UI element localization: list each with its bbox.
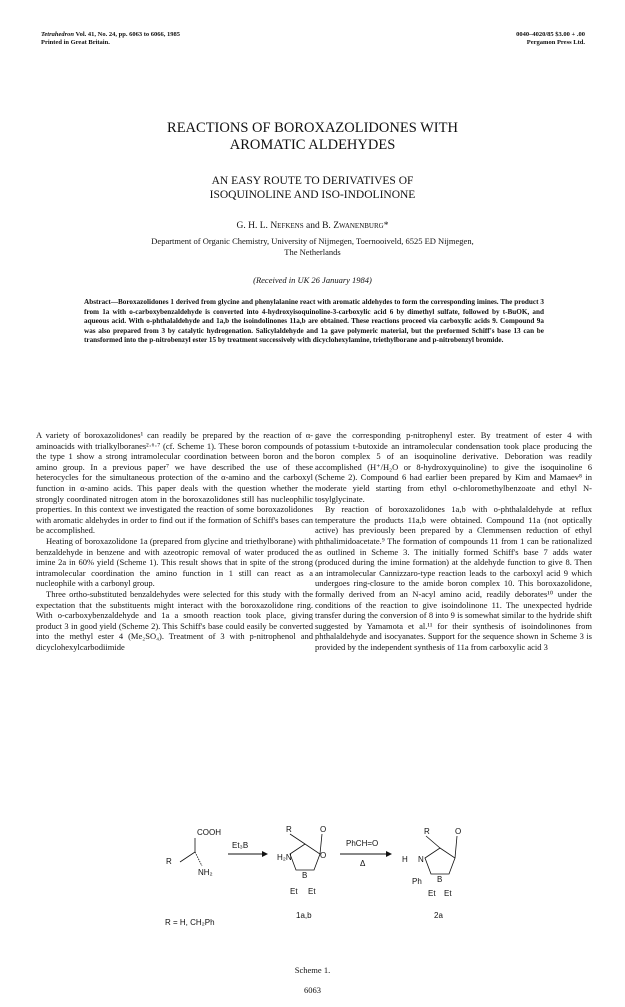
heat-symbol: Δ: [360, 859, 366, 868]
ethyl-label: Et: [290, 887, 298, 896]
r-label: R: [286, 825, 292, 834]
paper-title: [0, 120, 625, 154]
nh2-label: NH₂: [198, 868, 213, 877]
author-list: [0, 220, 625, 232]
abstract: [84, 298, 544, 346]
scheme-caption: Scheme 1.: [294, 965, 331, 975]
ring-o-label: O: [320, 851, 327, 860]
paragraph: By reaction of boroxazolidones 1a,b with o-phthalaldehyde at reflux temperature the products 11a,b were obtained. Compound 11a (not optically active) has previously been prepared by a Clemmensen reduction of ethyl phthalimidoacetate.⁹ The formation of compounds 11 from 1 can be rationalized as outlined in Scheme 3. The initially formed Schiff's base 7 adds water (produced during the imine formation) at the aldehyde function to give 8. Then an intramolecular Cannizzaro-type reaction leads to the carboxyl acid 9 which undergoes ring-closure to the amide boron complex 10. This boroxazolidone, formally derived from an N-acyl amino acid, readily deborates¹⁰ under the conditions of the reaction to give isoindolinone 11. The unexpected hydride transfer during the conversion of 8 into 9 is somewhat similar to the hydride shift suggested by Yamamota et al.¹¹ for their synthesis of isoindolinones from phthalaldehyde and isocyanates. Support for the sequence shown in Scheme 3 is provided by the independent synthesis of 11a from carboxylic acid 3: [315, 504, 592, 652]
reaction-arrow-1: [228, 841, 268, 857]
title-line-1: REACTIONS OF BOROXAZOLIDONES WITH: [167, 120, 458, 136]
ethyl-label: Et: [428, 889, 436, 898]
author2-surname: Zwanenburg*: [333, 221, 389, 231]
publisher: Pergamon Press Ltd.: [526, 39, 585, 46]
subtitle-line-2: ISOQUINOLINE AND ISO-INDOLINONE: [209, 189, 416, 201]
author2-initials: B.: [322, 221, 334, 231]
compound-1ab-label: 1a,b: [296, 911, 312, 920]
affiliation-line-2: The Netherlands: [284, 246, 341, 257]
journal-name: Tetrahedron: [41, 31, 74, 38]
page-number: 6063: [304, 985, 321, 995]
compound-2a-label: 2a: [434, 911, 443, 920]
cooh-label: COOH: [197, 828, 221, 837]
boron-label: B: [302, 871, 308, 880]
running-header-right: [516, 31, 585, 47]
ethyl-label: Et: [444, 889, 452, 898]
reaction-arrow-2: [340, 839, 392, 868]
paragraph: A variety of boroxazolidones¹ can readily be prepared by the reaction of α-aminoacids with trialkylboranes²·⁶·⁷ (cf. Scheme 1). These boron compounds of the type 1 show a strong intramolecular coordination between boron and the amino group. In a previous paper⁷ we have described the use of these heterocycles for the simultaneous protection of the α-amino and the carboxyl function in α-amino acids. This paper deals with the question whether the strongly coordinated nitrogen atom in the boroxazolidones still has nucleophilic properties. In this context we investigated the reaction of some boroxazolidones with aromatic aldehydes in order to find out if the formation of Schiff's bases can be accomplished.: [36, 430, 313, 536]
phenyl-label: Ph: [412, 877, 422, 886]
h2n-label: H₂N: [277, 853, 292, 862]
paper-subtitle: [0, 174, 625, 202]
received-date: (Received in UK 26 January 1984): [253, 275, 372, 285]
paragraph: gave the corresponding p-nitrophenyl ester. By treatment of ester 4 with potassium t-butoxide an intramolecular condensation took place producing the boron complex 5 of an isoquinoline derivative. Deboration was readily accomplished (H⁺/H₂O or 8-hydroxyquinoline) to give the isoquinoline 6 (Scheme 2). Compound 6 had earlier been prepared by Kim and Mamaev⁸ in moderate yield starting from ethyl o-chloromethylbenzoate and ethyl N-tosylglycinate.: [315, 430, 592, 504]
h-label: H: [402, 855, 408, 864]
carbonyl-o-label: O: [455, 827, 462, 836]
title-line-2: AROMATIC ALDEHYDES: [229, 137, 396, 153]
boroxazolidone-structure: [277, 825, 326, 920]
running-header-left: [41, 31, 180, 47]
subtitle-line-1: AN EASY ROUTE TO DERIVATIVES OF: [211, 175, 414, 187]
boron-label: B: [437, 875, 443, 884]
reagent-benzaldehyde: PhCH=O: [346, 839, 379, 848]
carbonyl-o-label: O: [320, 825, 327, 834]
abstract-text: —Boroxazolidones 1 derived from glycine and phenylalanine react with aromatic aldehydes to form the corresponding imines. The product 3 from 1a with o-carboxybenzaldehyde is converted into 4-hydroxyisoquinoline-3-carboxylic acid 6 by dimethyl sulfate, followed by t-BuOK, and aqueous acid. With o-phthalaldehyde and 1a,b the isoindolinones 11a,b are obtained. These reactions proceed via carboxylic acids 9. Compound 9a was also prepared from 3 by catalytic hydrogenation. Salicylaldehyde and 1a gave polymeric material, but the preformed Schiff's base 13 can be transformed into the p-nitrobenzyl ester 15 by treatment successively with dicyclohexylamine, triethylborane and p-nitrobenzyl bromide.: [84, 298, 544, 345]
affiliation-line-1: Department of Organic Chemistry, University of Nijmegen, Toernooiveld, 6525 ED Nijmegen,: [151, 236, 474, 246]
paragraph: Heating of boroxazolidone 1a (prepared from glycine and triethylborane) with benzaldehyde in benzene and with azeotropic removal of water produced the imine 2a in 60% yield (Scheme 1). This result shows that in spite of the strong intramolecular coordination the amino function in 1 still can react as a nucleophile with a carbonyl group.: [36, 535, 313, 589]
r-label: R: [166, 857, 172, 866]
scheme-1-figure: [150, 820, 510, 965]
n-label: N: [418, 855, 424, 864]
ethyl-label: Et: [308, 887, 316, 896]
affiliation: [0, 236, 625, 257]
reagent-et3b: Et₃B: [232, 841, 249, 850]
author1-initials: G. H. L.: [236, 221, 271, 231]
imine-structure: [402, 827, 461, 920]
body-column-left: [36, 430, 313, 652]
issn-price: 0040–4020/85 $3.00 + .00: [516, 31, 585, 38]
body-column-right: [315, 430, 592, 652]
r-label: R: [424, 827, 430, 836]
paragraph: Three ortho-substituted benzaldehydes were selected for this study with the expectation that the substituents might interact with the boroxazolidone ring. With o-carboxybenzaldehyde and 1a a smooth reaction took place, giving product 3 in good yield (Scheme 2). This Schiff's base could easily be converted into the methyl ester 4 (Me₂SO₄). Treatment of 3 with p-nitrophenol and dicyclohexylcarbodiimide: [36, 588, 313, 652]
author-conjunction: and: [303, 221, 323, 231]
journal-citation: Vol. 41, No. 24, pp. 6063 to 6066, 1985: [75, 31, 181, 38]
abstract-label: Abstract: [84, 298, 111, 306]
r-definition: R = H, CH₂Ph: [165, 918, 215, 927]
printed-note: Printed in Great Britain.: [41, 39, 110, 46]
author1-surname: Nefkens: [270, 221, 304, 231]
amino-acid-structure: [165, 828, 221, 927]
